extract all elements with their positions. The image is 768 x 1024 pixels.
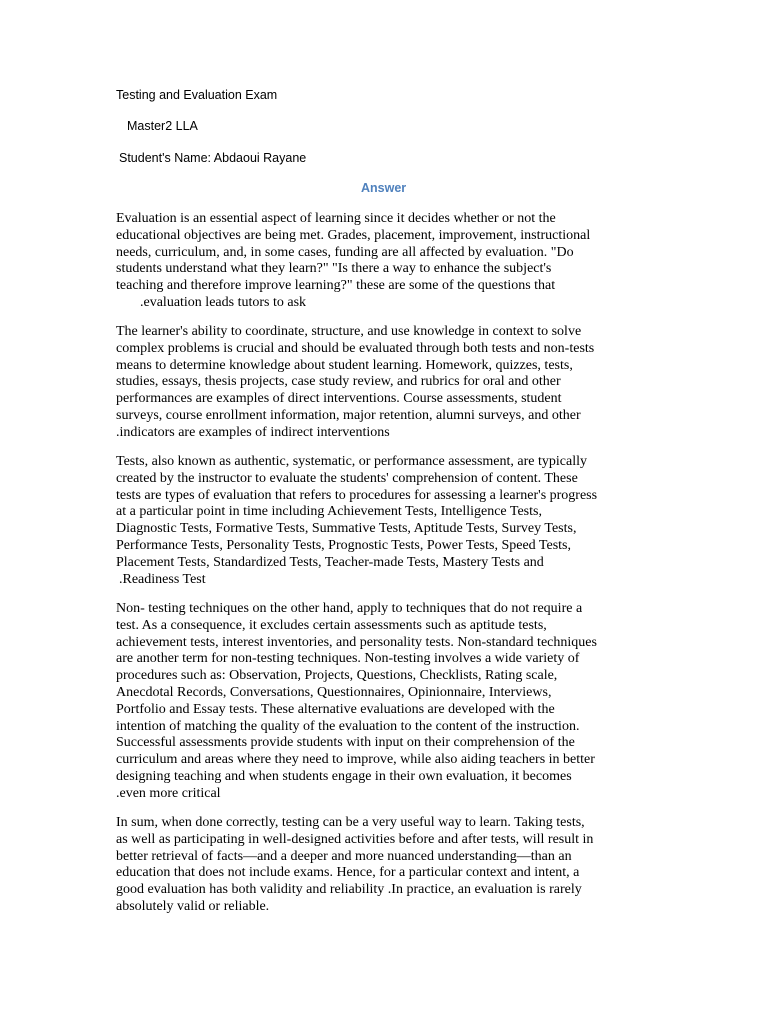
text-line: performances are examples of direct interventions. Course assessments, student <box>116 391 562 407</box>
document-title: Testing and Evaluation Exam <box>116 88 278 102</box>
text-line: good evaluation has both validity and reliability .In practice, an evaluation is rarely <box>116 882 582 898</box>
text-line: In sum, when done correctly, testing can be a very useful way to learn. Taking tests, <box>116 815 585 830</box>
paragraph-tests <box>116 454 656 588</box>
text-line: .even more critical <box>116 785 221 801</box>
text-line: intention of matching the quality of the evaluation to the content of the instruction. <box>116 718 580 734</box>
text-line: .indicators are examples of indirect interventions <box>116 424 390 440</box>
text-line: surveys, course enrollment information, major retention, alumni surveys, and other <box>116 407 581 423</box>
text-line: students understand what they learn?" "Is there a way to enhance the subject's <box>116 261 552 277</box>
text-line: .Readiness Test <box>119 571 206 587</box>
text-line: Evaluation is an essential aspect of learning since it decides whether or not the <box>116 211 556 226</box>
paragraph-conclusion <box>116 815 656 916</box>
text-line: education that does not include exams. Hence, for a particular context and intent, a <box>116 865 580 881</box>
text-line: means to determine knowledge about student learning. Homework, quizzes, tests, <box>116 357 573 373</box>
text-line: absolutely valid or reliable. <box>116 898 270 914</box>
text-line: needs, curriculum, and, in some cases, funding are all affected by evaluation. "Do <box>116 244 574 260</box>
text-line: Anecdotal Records, Conversations, Questionnaires, Opinionnaire, Interviews, <box>116 684 552 700</box>
text-line: designing teaching and when students engage in their own evaluation, it becomes <box>116 768 572 784</box>
text-line: .evaluation leads tutors to ask <box>140 294 307 310</box>
text-line: Placement Tests, Standardized Tests, Teacher-made Tests, Mastery Tests and <box>116 554 544 570</box>
text-line: teaching and therefore improve learning?" these are some of the questions that <box>116 278 556 294</box>
text-line: as well as participating in well-designed activities before and after tests, will result in <box>116 831 594 847</box>
paragraph-interventions <box>116 324 656 442</box>
text-line: better retrieval of facts—and a deeper and more nuanced understanding—than an <box>116 848 572 864</box>
answer-heading: Answer <box>361 181 407 195</box>
text-line: Portfolio and Essay tests. These alternative evaluations are developed with the <box>116 701 555 717</box>
text-line: studies, essays, thesis projects, case study review, and rubrics for oral and other <box>116 374 561 390</box>
text-line: test. As a consequence, it excludes certain assessments such as aptitude tests, <box>116 617 547 633</box>
student-name: Student's Name: Abdaoui Rayane <box>119 151 307 165</box>
text-line: curriculum and areas where they need to improve, while also aiding teachers in better <box>116 752 595 768</box>
paragraph-non-testing <box>116 601 656 803</box>
text-line: at a particular point in time including Achievement Tests, Intelligence Tests, <box>116 504 542 520</box>
text-line: Non- testing techniques on the other hand, apply to techniques that do not require a <box>116 601 583 616</box>
program-label: Master2 LLA <box>127 119 198 133</box>
text-line: educational objectives are being met. Grades, placement, improvement, instructional <box>116 227 591 243</box>
text-line: Diagnostic Tests, Formative Tests, Summative Tests, Aptitude Tests, Survey Tests, <box>116 521 577 537</box>
text-line: tests are types of evaluation that refers to procedures for assessing a learner's progress <box>116 487 598 503</box>
text-line: Performance Tests, Personality Tests, Prognostic Tests, Power Tests, Speed Tests, <box>116 537 571 553</box>
text-line: created by the instructor to evaluate the students' comprehension of content. These <box>116 470 578 486</box>
text-line: Successful assessments provide students with input on their comprehension of the <box>116 735 575 751</box>
text-line: Tests, also known as authentic, systematic, or performance assessment, are typically <box>116 454 587 469</box>
text-line: procedures such as: Observation, Projects, Questions, Checklists, Rating scale, <box>116 668 558 684</box>
text-line: complex problems is crucial and should be evaluated through both tests and non-tests <box>116 340 595 356</box>
text-line: are another term for non-testing techniques. Non-testing involves a wide variety of <box>116 651 580 667</box>
text-line: achievement tests, interest inventories, and personality tests. Non-standard techniques <box>116 634 597 650</box>
paragraph-evaluation-intro <box>116 211 656 312</box>
text-line: The learner's ability to coordinate, structure, and use knowledge in context to solve <box>116 324 582 339</box>
